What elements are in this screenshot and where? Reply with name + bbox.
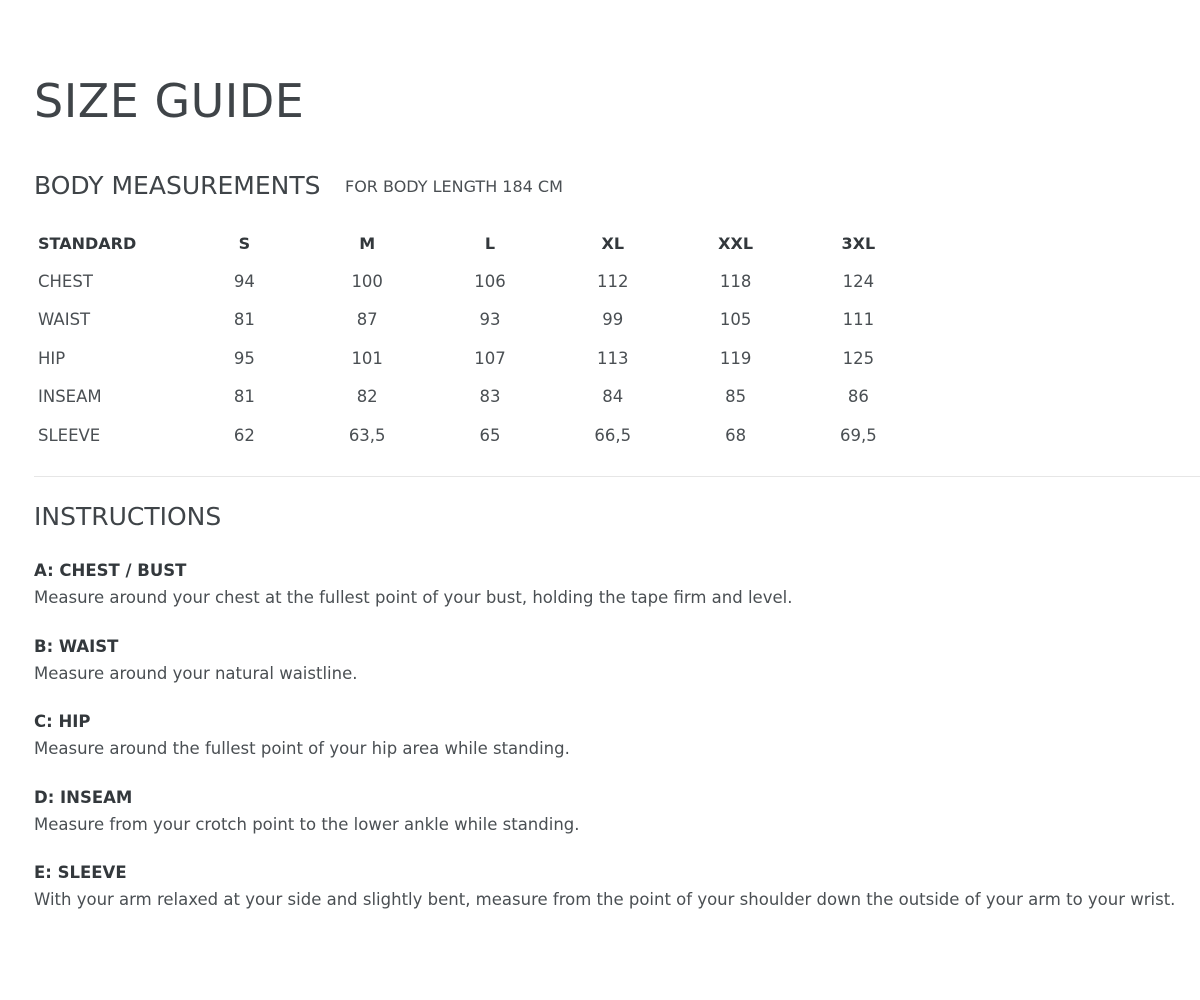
body-measurements-heading: BODY MEASUREMENTS [34, 171, 321, 200]
row-label: INSEAM [38, 387, 102, 407]
section-divider [34, 476, 1200, 477]
table-cell: 119 [719, 348, 752, 368]
table-cell: 65 [479, 425, 501, 445]
instruction-title: C: HIP [34, 712, 91, 731]
row-label: WAIST [38, 310, 91, 330]
size-table-header-row [34, 225, 920, 262]
table-cell: 95 [233, 348, 255, 368]
row-label: SLEEVE [38, 425, 101, 445]
instruction-title: D: INSEAM [34, 787, 133, 807]
header-size-s: S [238, 234, 251, 253]
table-cell: 83 [479, 387, 501, 407]
table-cell: 113 [597, 348, 629, 368]
header-size-l: L [484, 234, 496, 253]
table-cell: 62 [233, 425, 255, 445]
table-cell: 106 [474, 271, 506, 291]
table-cell: 86 [847, 387, 869, 407]
table-cell: 107 [474, 348, 506, 368]
instruction-text: With your arm relaxed at your side and slightly bent, measure from the point of your shoulder down the outside of your arm to your wrist. [34, 890, 1176, 909]
instructions-list [34, 560, 1194, 938]
table-cell: 66,5 [594, 425, 632, 445]
instruction-text: Measure around your chest at the fullest point of your bust, holding the tape firm and level. [34, 588, 793, 607]
body-length-note: FOR BODY LENGTH 184 CM [345, 177, 563, 196]
table-row-sleeve [34, 416, 920, 455]
header-standard: STANDARD [38, 234, 137, 253]
table-row-hip [34, 339, 920, 378]
instruction-item-waist [34, 636, 1194, 712]
instruction-item-hip [34, 711, 1194, 787]
table-cell: 100 [351, 271, 383, 291]
header-size-3xl: 3XL [841, 234, 876, 253]
page-title: SIZE GUIDE [34, 74, 305, 128]
table-cell: 101 [351, 348, 383, 368]
instruction-item-inseam [34, 787, 1194, 863]
table-cell: 124 [842, 271, 875, 291]
header-size-xl: XL [601, 234, 625, 253]
header-size-xxl: XXL [718, 234, 754, 253]
instruction-title: A: CHEST / BUST [34, 561, 187, 580]
row-label: HIP [38, 348, 66, 368]
table-cell: 99 [602, 310, 624, 330]
table-cell: 85 [725, 387, 747, 407]
table-cell: 84 [602, 387, 624, 407]
instruction-title: E: SLEEVE [34, 863, 127, 882]
row-label: CHEST [38, 271, 93, 291]
table-cell: 68 [725, 425, 747, 445]
table-cell: 93 [479, 310, 501, 330]
table-row-waist [34, 301, 920, 340]
instruction-item-chest [34, 560, 1194, 636]
table-cell: 69,5 [840, 425, 877, 445]
table-cell: 125 [842, 348, 875, 368]
table-cell: 63,5 [348, 425, 386, 445]
instruction-text: Measure around your natural waistline. [34, 663, 358, 683]
table-cell: 111 [842, 310, 875, 330]
table-cell: 81 [233, 310, 255, 330]
instruction-text: Measure from your crotch point to the lower ankle while standing. [34, 814, 580, 834]
header-size-m: M [359, 234, 376, 253]
table-cell: 82 [356, 387, 378, 407]
table-cell: 87 [356, 310, 378, 330]
table-cell: 94 [233, 271, 255, 291]
table-cell: 112 [597, 271, 629, 291]
instruction-title: B: WAIST [34, 636, 119, 656]
instruction-item-sleeve [34, 862, 1194, 938]
instruction-text: Measure around the fullest point of your hip area while standing. [34, 739, 570, 758]
table-cell: 105 [719, 310, 752, 330]
instructions-heading: INSTRUCTIONS [34, 502, 222, 531]
size-table [34, 225, 920, 455]
table-row-inseam [34, 378, 920, 417]
table-cell: 118 [719, 271, 752, 291]
table-row-chest [34, 262, 920, 301]
table-cell: 81 [233, 387, 255, 407]
